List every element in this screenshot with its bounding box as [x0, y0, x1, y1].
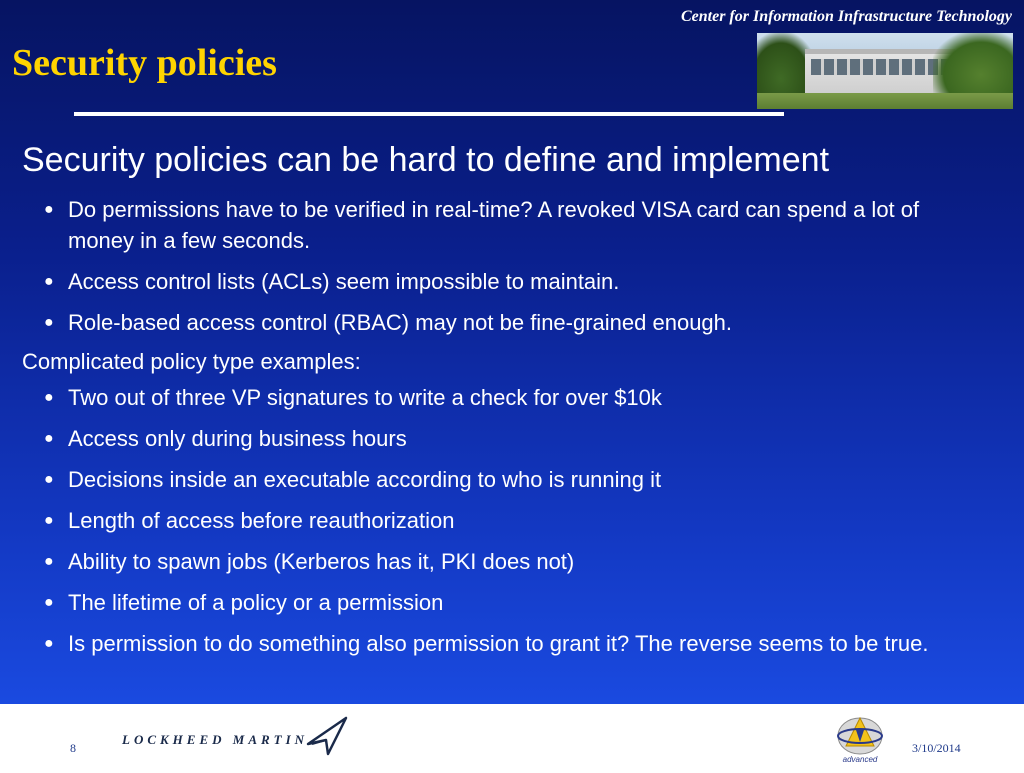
- bullet-icon: ●: [44, 314, 54, 331]
- list-item: [22, 546, 1002, 577]
- bullet-icon: ●: [44, 201, 54, 218]
- star-icon: [306, 714, 350, 758]
- bullet-icon: ●: [44, 273, 54, 290]
- slide-title: Security policies: [12, 42, 277, 84]
- bullet-icon: ●: [44, 512, 54, 529]
- org-name: Center for Information Infrastructure Technology: [680, 8, 1012, 25]
- list-item-text: Decisions inside an executable according to who is running it: [68, 467, 662, 492]
- content-subheading: Complicated policy type examples:: [22, 349, 361, 374]
- list-item-text: Access control lists (ACLs) seem impossible to maintain.: [68, 269, 620, 294]
- building-photo: [757, 33, 1013, 109]
- photo-lawn: [757, 93, 1013, 109]
- advanced-technologies-logo: [832, 712, 888, 768]
- list-item-text: Is permission to do something also permission to grant it? The reverse seems to be true.: [68, 631, 929, 656]
- list-item-text: Do permissions have to be verified in real-time? A revoked VISA card can spend a lot of money in a few seconds.: [68, 197, 920, 253]
- list-item: [22, 307, 1002, 338]
- list-item-text: Ability to spawn jobs (Kerberos has it, PKI does not): [68, 549, 575, 574]
- company-logo-text: LOCKHEED MARTIN: [122, 732, 309, 747]
- list-item-text: Access only during business hours: [68, 426, 407, 451]
- list-item-text: The lifetime of a policy or a permission: [68, 590, 444, 615]
- list-item: [22, 194, 1002, 256]
- partner-logo-text: advanced: [842, 755, 878, 764]
- bullet-icon: ●: [44, 594, 54, 611]
- title-underline: [74, 112, 784, 116]
- bullet-icon: ●: [44, 553, 54, 570]
- list-item: [22, 505, 1002, 536]
- slide-date: 3/10/2014: [912, 741, 961, 755]
- bullet-icon: ●: [44, 430, 54, 447]
- list-item: [22, 464, 1002, 495]
- bullet-icon: ●: [44, 389, 54, 406]
- bullet-icon: ●: [44, 471, 54, 488]
- lockheed-martin-logo: [122, 714, 352, 760]
- bullet-list-examples: [22, 382, 1002, 659]
- list-item: [22, 266, 1002, 297]
- list-item-text: Two out of three VP signatures to write a check for over $10k: [68, 385, 662, 410]
- list-item: [22, 382, 1002, 413]
- list-item-text: Length of access before reauthorization: [68, 508, 455, 533]
- list-item: [22, 587, 1002, 618]
- list-item: [22, 628, 1002, 659]
- bullet-icon: ●: [44, 635, 54, 652]
- list-item-text: Role-based access control (RBAC) may not be fine-grained enough.: [68, 310, 733, 335]
- content-heading: Security policies can be hard to define and implement: [22, 141, 830, 179]
- page-number: 8: [70, 741, 76, 755]
- photo-windows: [811, 59, 949, 75]
- bullet-list-issues: [22, 194, 1002, 338]
- slide-footer: [0, 704, 1024, 768]
- slide-content: [22, 138, 1002, 669]
- list-item: [22, 423, 1002, 454]
